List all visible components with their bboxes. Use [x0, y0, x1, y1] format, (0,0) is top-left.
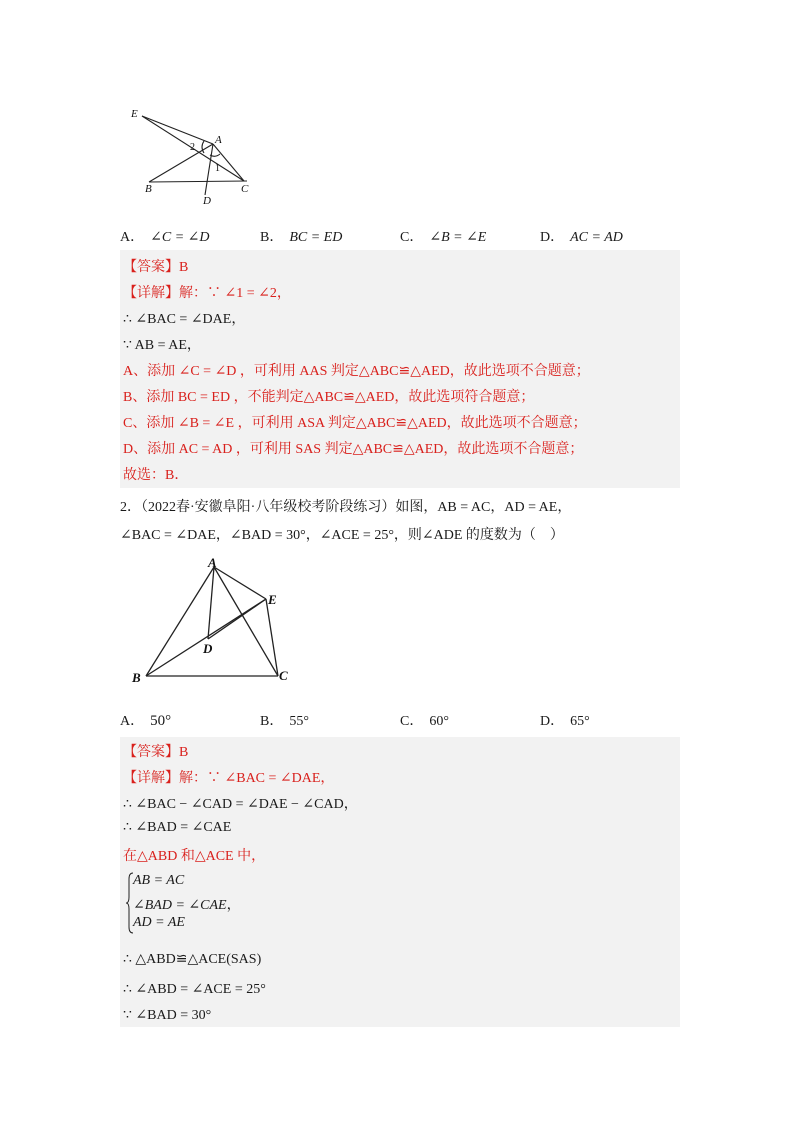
segment-AB — [146, 567, 214, 676]
q1-detail-line: 【详解】解：∵ ∠1 = ∠2， — [123, 286, 291, 301]
q2-option-a: A． 50° — [120, 713, 172, 729]
q2-step-2: ∴ ∠BAD = ∠CAE — [123, 820, 232, 835]
segment-AC — [214, 567, 278, 676]
label-D: D — [203, 195, 211, 207]
segment-AE — [214, 567, 266, 599]
q2-option-d: D． 65° — [540, 714, 590, 729]
q2-option-c: C． 60° — [400, 714, 449, 729]
system-eq-2: ∠BAD = ∠CAE， — [133, 898, 241, 913]
q1-option-b: B． BC = ED — [260, 230, 343, 245]
segment-EC — [266, 599, 278, 676]
label-A: A — [208, 555, 217, 570]
q2-stem-line-2: ∠BAC = ∠DAE，∠BAD = 30°，∠ACE = 25°，则∠ADE 的度数为（ ） — [120, 528, 564, 543]
q1-step-option-a: A、添加 ∠C = ∠D ，可利用 AAS 判定△ABC≌△AED，故此选项不合题意； — [123, 364, 590, 379]
q1-option-d: D． AC = AD — [540, 230, 623, 245]
label-C: C — [241, 183, 249, 195]
q2-stem-line-1: 2．（2022春·安徽阜阳·八年级校考阶段练习）如图，AB = AC，AD = AE， — [120, 500, 572, 515]
q1-option-c: C． ∠B = ∠E — [400, 230, 487, 245]
q1-step-option-c: C、添加 ∠B = ∠E ，可利用 ASA 判定△ABC≌△AED，故此选项不合题意； — [123, 416, 587, 431]
q2-step-3: 在△ABD 和△ACE 中， — [123, 849, 266, 864]
label-B: B — [145, 183, 152, 195]
q2-step-5: ∴ ∠ABD = ∠ACE = 25° — [123, 982, 266, 997]
segment-AB — [149, 144, 213, 182]
label-E: E — [131, 108, 138, 120]
q2-answer-block — [120, 737, 680, 1027]
angle-2-arc — [202, 141, 204, 153]
q1-answer-block — [120, 250, 680, 488]
system-eq-3: AD = AE — [133, 915, 185, 930]
q1-option-a: A． ∠C = ∠D — [120, 230, 210, 245]
label-B: B — [132, 670, 141, 685]
label-A: A — [215, 134, 222, 146]
segment-BE — [146, 599, 266, 676]
q2-step-6: ∵ ∠BAD = 30° — [123, 1008, 212, 1023]
q2-step-1: ∴ ∠BAC − ∠CAD = ∠DAE − ∠CAD， — [123, 797, 358, 812]
q2-option-b: B． 55° — [260, 714, 309, 729]
q2-detail-line: 【详解】解：∵ ∠BAC = ∠DAE， — [123, 771, 335, 786]
q2-step-4: ∴ △ABD≌△ACE(SAS) — [123, 952, 262, 967]
q1-answer-line: 【答案】B — [123, 260, 189, 275]
label-angle-1: 1 — [215, 163, 220, 174]
q1-conclusion: 故选：B． — [123, 468, 189, 483]
q2-answer-line: 【答案】B — [123, 745, 189, 760]
q2-equation-system — [125, 871, 325, 937]
system-eq-1: AB = AC — [133, 873, 185, 888]
segment-EA — [142, 116, 213, 144]
segment-AD — [205, 144, 213, 195]
label-C: C — [279, 668, 288, 683]
label-angle-2: 2 — [190, 142, 195, 153]
label-D: D — [203, 641, 213, 656]
figure-2-triangles — [128, 553, 298, 688]
q1-step-option-b: B、添加 BC = ED ，不能判定△ABC≌△AED，故此选项符合题意； — [123, 390, 535, 405]
q1-step-1: ∴ ∠BAC = ∠DAE， — [123, 312, 246, 327]
segment-BC — [149, 181, 247, 182]
segment-AD — [208, 567, 214, 639]
q1-step-option-d: D、添加 AC = AD ，可利用 SAS 判定△ABC≌△AED，故此选项不合题意； — [123, 442, 584, 457]
label-E: E — [268, 592, 277, 607]
figure-1-triangles — [125, 100, 265, 210]
q1-step-2: ∵ AB = AE， — [123, 338, 201, 353]
